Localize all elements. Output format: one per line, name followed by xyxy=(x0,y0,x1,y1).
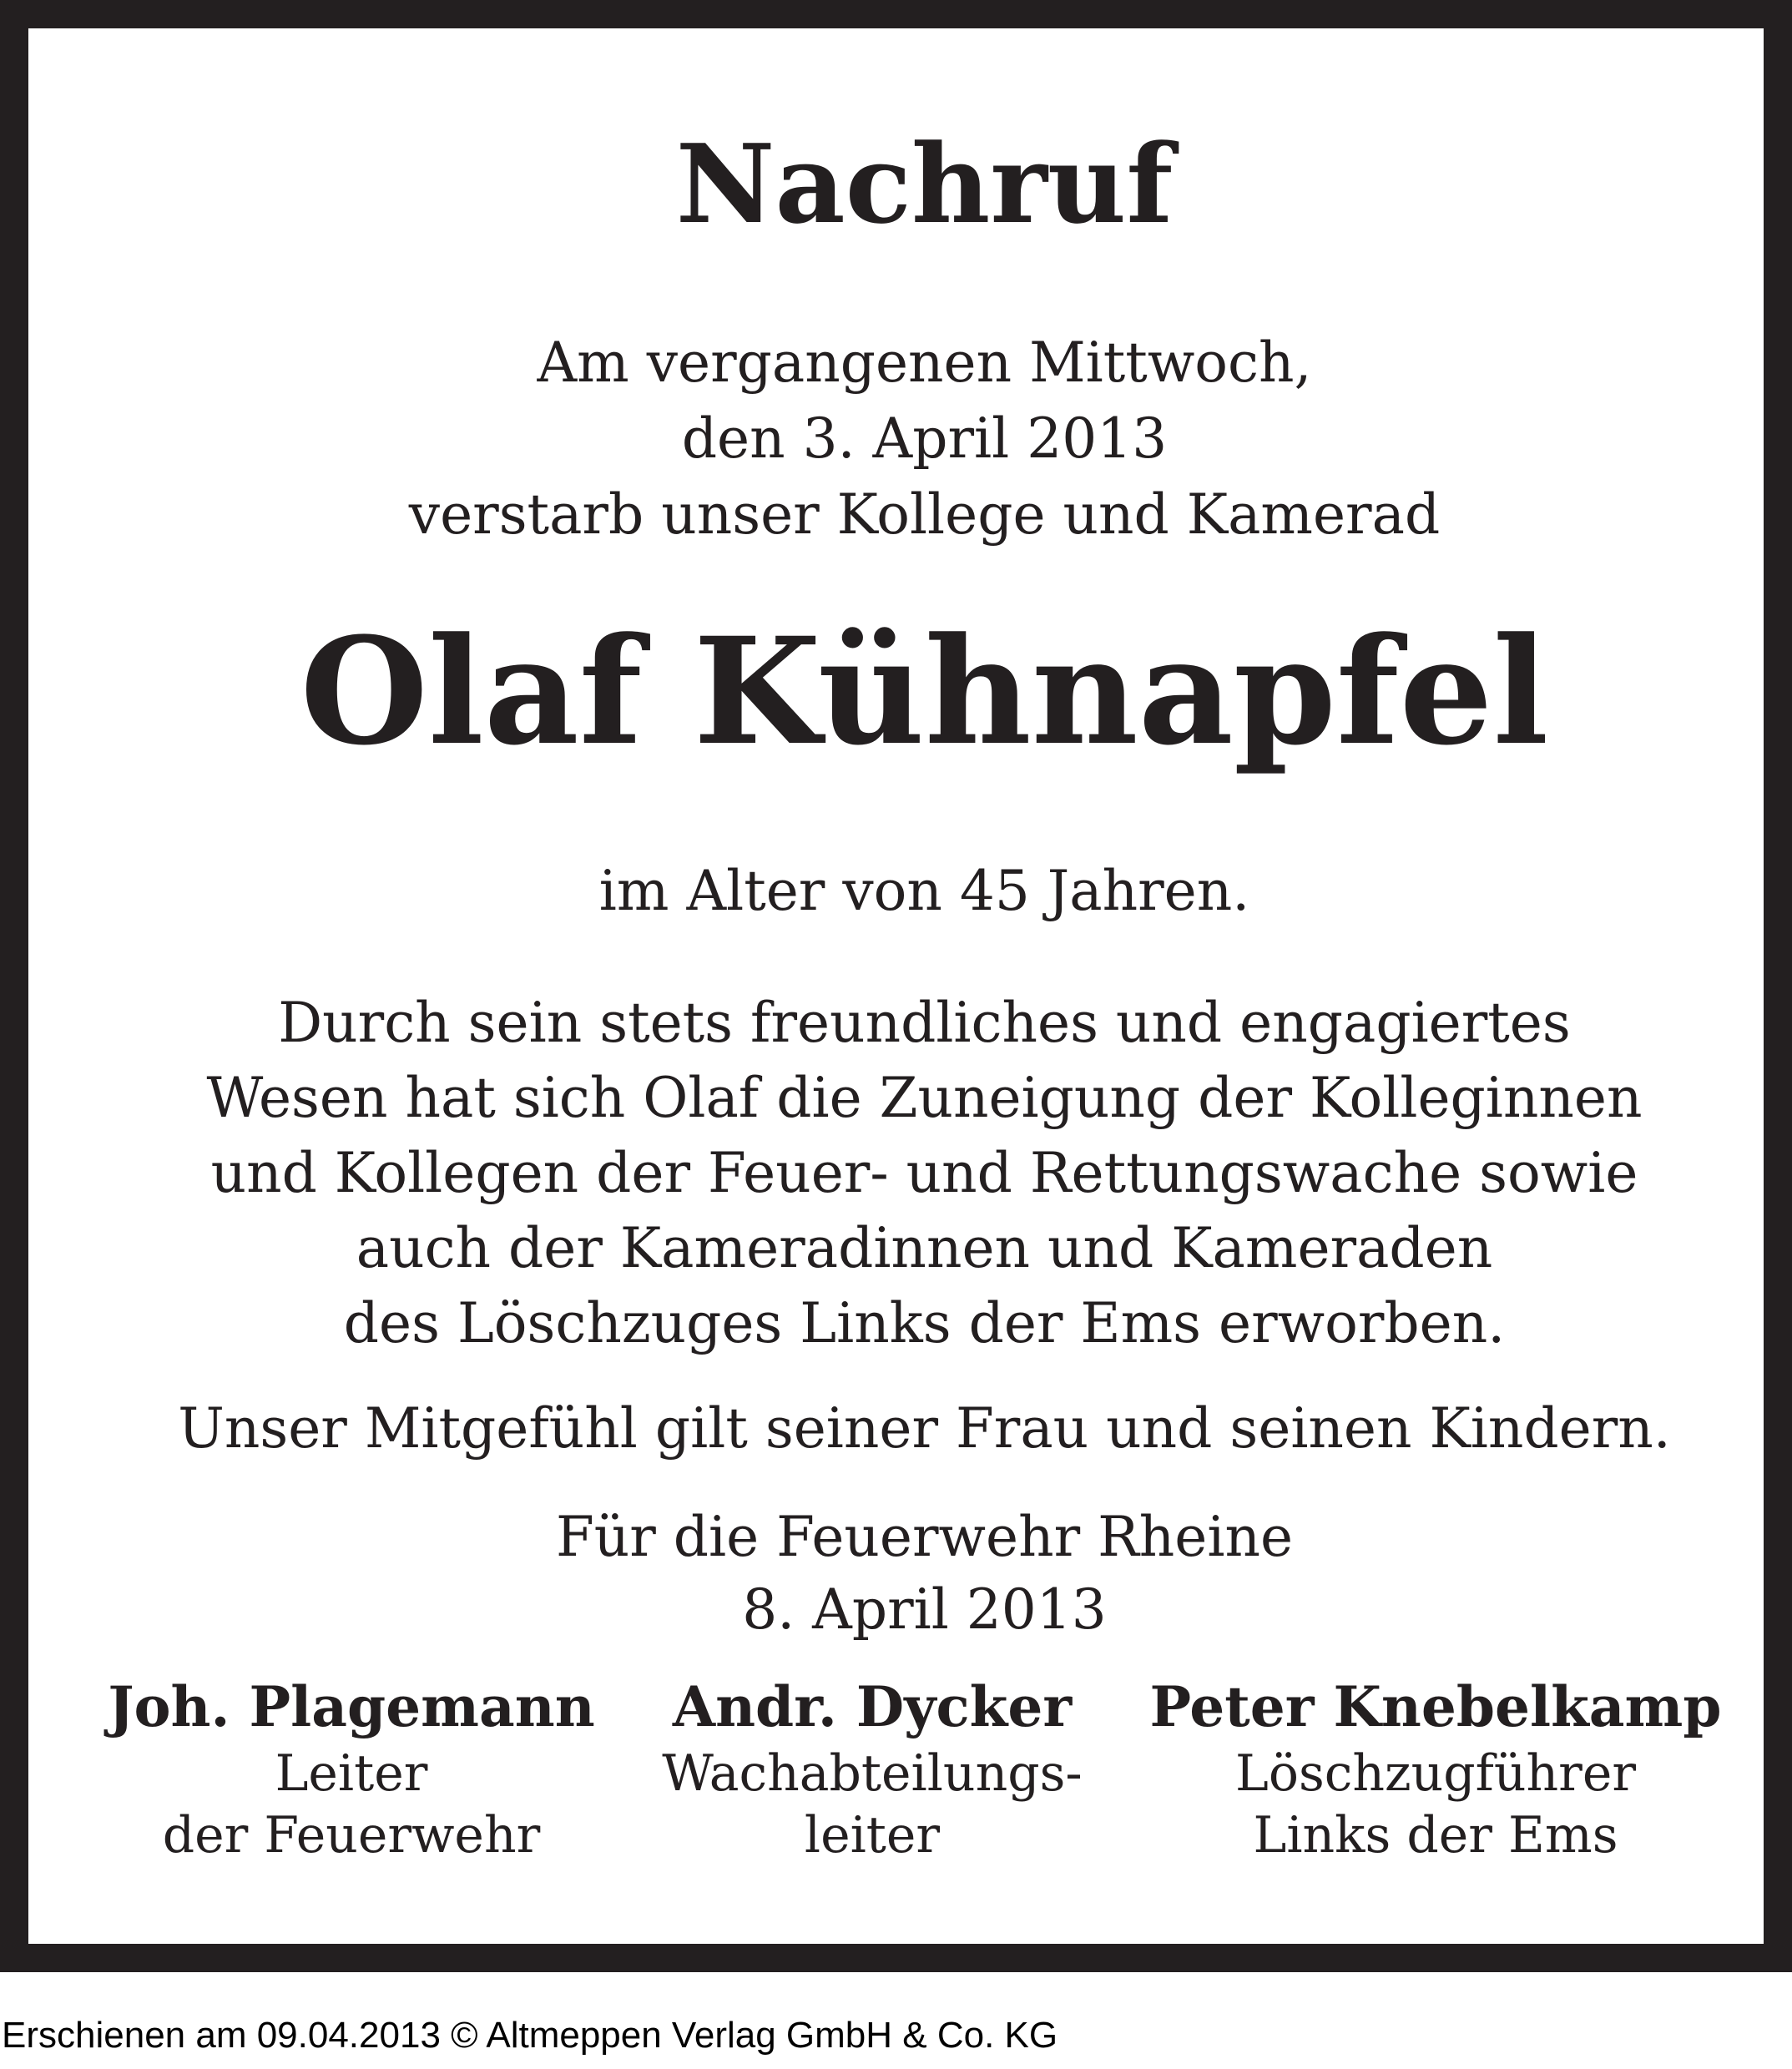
intro-line: den 3. April 2013 xyxy=(681,406,1168,471)
notice-heading: Nachruf xyxy=(675,120,1174,248)
signatory-role-line: Leiter xyxy=(275,1744,428,1803)
sender-organization: Für die Feuerwehr Rheine xyxy=(555,1505,1294,1569)
sender-date: 8. April 2013 xyxy=(742,1577,1107,1642)
tribute-line: auch der Kameradinnen und Kameraden xyxy=(356,1216,1493,1280)
death-announcement xyxy=(28,325,1792,553)
signatory-name: Joh. Plagemann xyxy=(108,1674,595,1739)
signatory-role-line: Löschzugführer xyxy=(1234,1744,1637,1803)
signatory xyxy=(580,1671,1164,1866)
signatory-name: Andr. Dycker xyxy=(672,1674,1073,1739)
deceased-name: Olaf Kühnapfel xyxy=(300,605,1549,778)
age-line: im Alter von 45 Jahren. xyxy=(598,859,1250,923)
signatory-role-line: Wachabteilungs- xyxy=(662,1744,1083,1803)
tribute-line: und Kollegen der Feuer- und Rettungswache sowie xyxy=(210,1141,1638,1205)
publication-footer: Erschienen am 09.04.2013 © Altmeppen Verlag GmbH & Co. KG xyxy=(2,2015,1058,2056)
signatory-name: Peter Knebelkamp xyxy=(1149,1674,1722,1739)
intro-line: verstarb unser Kollege und Kamerad xyxy=(408,482,1441,547)
signatories xyxy=(28,1671,1764,1888)
signatory-role-line: leiter xyxy=(804,1806,941,1865)
tribute-text xyxy=(28,986,1792,1361)
tribute-line: Durch sein stets freundliches und engagiertes xyxy=(278,991,1571,1055)
sympathy-line: Unser Mitgefühl gilt seiner Frau und seinen Kindern. xyxy=(178,1396,1671,1461)
tribute-line: Wesen hat sich Olaf die Zuneigung der Kolleginnen xyxy=(206,1066,1643,1130)
signatory-role-line: Links der Ems xyxy=(1253,1806,1618,1865)
signatory-role-line: der Feuerwehr xyxy=(162,1806,541,1865)
signatory xyxy=(59,1671,644,1866)
intro-line: Am vergangenen Mittwoch, xyxy=(537,331,1312,395)
sender-block xyxy=(28,1501,1792,1646)
signatory xyxy=(1143,1671,1728,1866)
tribute-line: des Löschzuges Links der Ems erworben. xyxy=(343,1291,1506,1355)
